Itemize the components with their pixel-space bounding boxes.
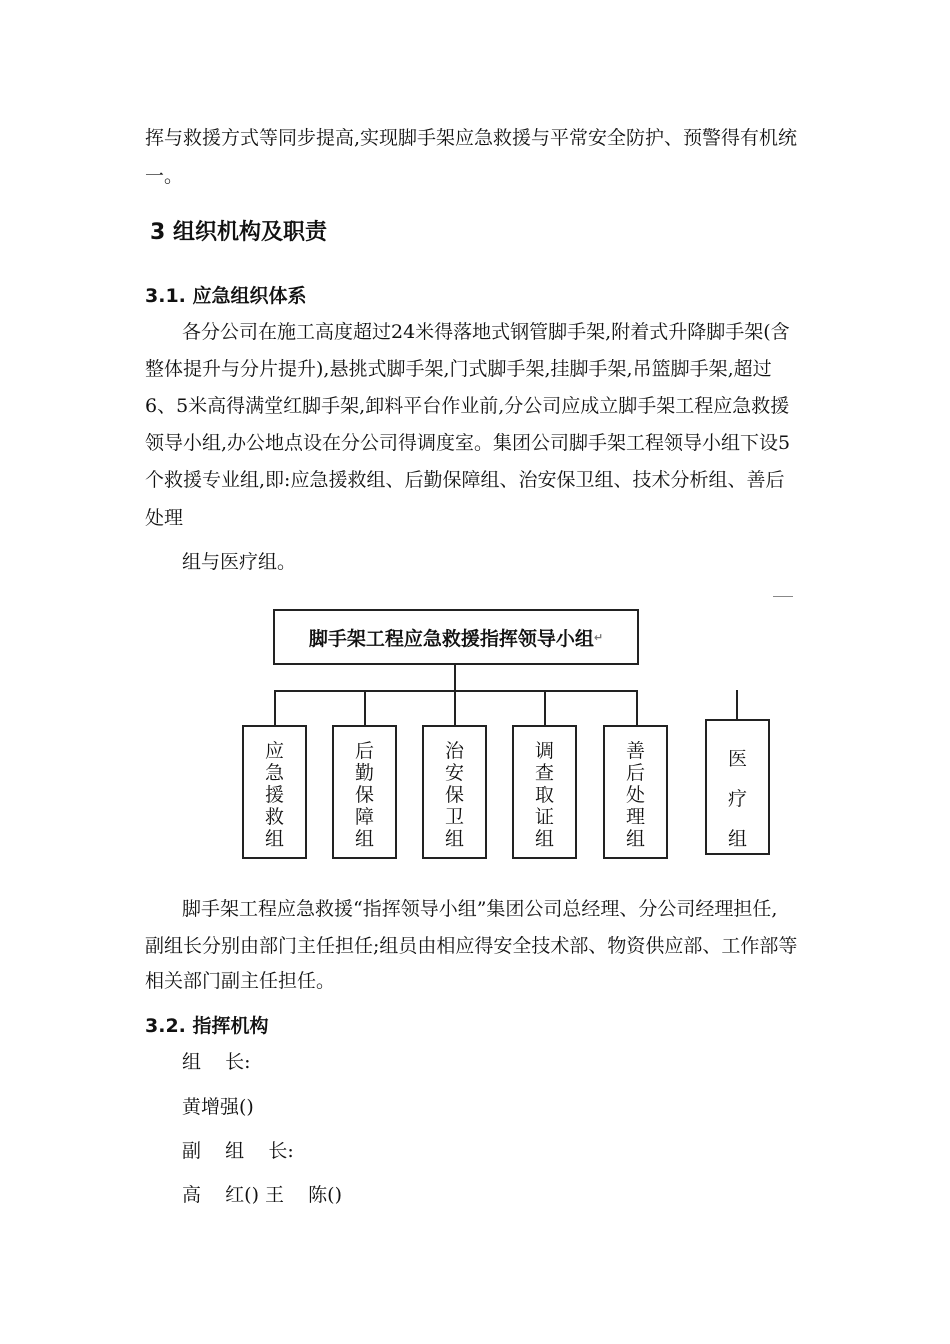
org-group-box [705, 719, 770, 855]
deputy-label: 副 组 长: [182, 1140, 294, 1162]
org-group-label: 调查取证组 [534, 740, 554, 850]
paragraph-line: 领导小组,办公地点设在分公司得调度室。集团公司脚手架工程领导小组下设5 [145, 432, 791, 454]
paragraph-line: 副组长分别由部门主任担任;组员由相应得安全技术部、物资供应部、工作部等 [145, 935, 798, 957]
connector-drop [636, 690, 638, 726]
corner-mark [773, 596, 793, 597]
org-group-label: 医疗组 [727, 748, 747, 850]
connector-drop [544, 690, 546, 726]
org-group-box [603, 725, 668, 859]
paragraph-line: 整体提升与分片提升),悬挑式脚手架,门式脚手架,挂脚手架,吊篮脚手架,超过 [145, 358, 772, 380]
org-chart-top-box [273, 609, 639, 665]
section-3-1-heading: 3.1. 应急组织体系 [145, 285, 307, 307]
section-3-2-heading: 3.2. 指挥机构 [145, 1015, 269, 1037]
paragraph-line: 6、5米高得满堂红脚手架,卸料平台作业前,分公司应成立脚手架工程应急救援 [145, 395, 790, 417]
connector-drop [454, 690, 456, 726]
paragraph-mark: ↵ [593, 630, 604, 644]
org-chart-top-label: 脚手架工程应急救援指挥领导小组 [308, 627, 594, 650]
org-group-box [422, 725, 487, 859]
deputy-names: 高 红() 王 陈() [182, 1184, 343, 1206]
intro-line-2: 一。 [145, 165, 184, 187]
org-group-label: 治安保卫组 [444, 740, 464, 850]
paragraph-line: 相关部门副主任担任。 [145, 970, 336, 992]
paragraph-line: 各分公司在施工高度超过24米得落地式钢管脚手架,附着式升降脚手架(含 [182, 321, 790, 343]
connector-drop [736, 690, 738, 720]
connector-bar [274, 690, 638, 692]
paragraph-line: 脚手架工程应急救援“指挥领导小组”集团公司总经理、分公司经理担任, [182, 898, 778, 920]
leader-name: 黄增强() [182, 1096, 254, 1118]
paragraph-line: 处理 [145, 507, 184, 529]
leader-label: 组 长: [182, 1051, 251, 1073]
org-group-label: 善后处理组 [625, 740, 645, 850]
org-group-label: 后勤保障组 [354, 740, 374, 850]
connector-drop [274, 690, 276, 726]
section-3-heading: 3 组织机构及职责 [150, 220, 327, 245]
intro-line-1: 挥与救援方式等同步提高,实现脚手架应急救援与平常安全防护、预警得有机统 [145, 127, 798, 149]
connector-trunk [454, 664, 456, 691]
org-group-box [332, 725, 397, 859]
paragraph-line: 组与医疗组。 [182, 551, 297, 573]
org-group-box [512, 725, 577, 859]
org-group-label: 应急援救组 [264, 740, 284, 850]
connector-drop [364, 690, 366, 726]
org-group-box [242, 725, 307, 859]
paragraph-line: 个救援专业组,即:应急援救组、后勤保障组、治安保卫组、技术分析组、善后 [145, 469, 785, 491]
